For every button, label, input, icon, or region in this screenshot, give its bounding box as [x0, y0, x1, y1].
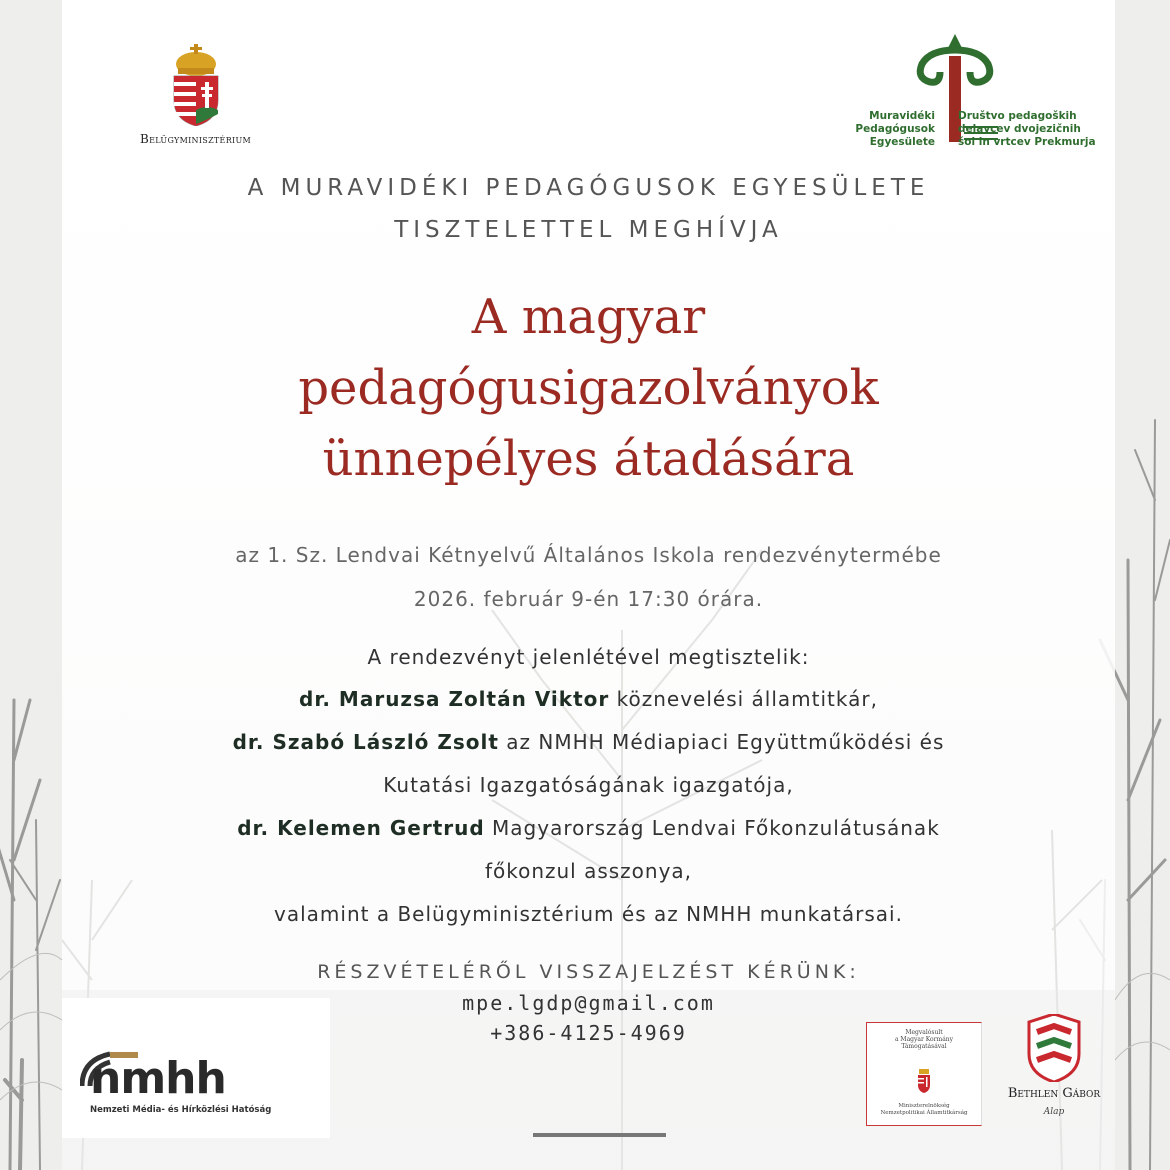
- gov-ministry-text: Miniszterelnökség Nemzetpolitikai Államtitkárság: [880, 1103, 968, 1116]
- guest-3-role-cont: főkonzul asszonya,: [484, 859, 693, 883]
- bga-shield-icon: [1027, 1014, 1081, 1082]
- nmhh-logo: [62, 998, 330, 1138]
- heading-line-2: TISZTELETTEL MEGHÍVJA: [394, 217, 783, 243]
- title-line-2: pedagógusigazolványok: [298, 360, 879, 416]
- title-line-3: ünnepélyes átadására: [322, 431, 855, 487]
- title-line-1: A magyar: [471, 289, 706, 345]
- guest-1: [62, 687, 1115, 711]
- rsvp-label: RÉSZVÉTELÉRŐL VISSZAJELZÉST KÉRÜNK:: [317, 961, 860, 983]
- mpe-name-sl: Društvo pedagoških delavcev dvojezičnih šol in vrtcev Prekmurja: [958, 110, 1096, 148]
- event-title: [62, 282, 1115, 495]
- venue-text: az 1. Sz. Lendvai Kétnyelvű Általános Iskola rendezvénytermébe: [235, 543, 942, 567]
- date-text: 2026. február 9-én 17:30 órára.: [413, 587, 764, 611]
- bga-sub: Alap: [1043, 1107, 1065, 1117]
- guest-3-role: Magyarország Lendvai Főkonzulátusának: [484, 816, 940, 840]
- mpe-name-hu: Muravidéki Pedagógusok Egyesülete: [855, 110, 935, 148]
- nmhh-subtitle: Nemzeti Média- és Hírközlési Hatóság: [90, 1105, 272, 1115]
- belugy-text: Belügyminisztérium: [139, 132, 252, 146]
- footer-divider: [533, 1133, 666, 1137]
- belugyminiszterium-logo: [108, 44, 283, 146]
- guest-3-name: dr. Kelemen Gertrud: [237, 816, 485, 840]
- guest-2-role-cont: Kutatási Igazgatóságának igazgatója,: [383, 773, 794, 797]
- rsvp-phone[interactable]: +386-4125-4969: [490, 1021, 687, 1045]
- guest-2-role: az NMHH Médiapiaci Együttműködési és: [498, 730, 945, 754]
- bga-name: Bethlen Gábor: [1007, 1086, 1101, 1101]
- guest-1-name: dr. Maruzsa Zoltán Viktor: [299, 687, 610, 711]
- guest-2: [62, 730, 1115, 754]
- guest-2-name: dr. Szabó László Zsolt: [232, 730, 499, 754]
- gov-support-text: Megvalósult a Magyar Kormány Támogatásával: [894, 1029, 954, 1050]
- guests-intro: A rendezvényt jelenlétével megtisztelik:: [367, 645, 810, 669]
- guests-closing: valamint a Belügyminisztérium és az NMHH munkatársai.: [274, 902, 903, 926]
- guest-1-role: köznevelési államtitkár,: [609, 687, 878, 711]
- small-coat-of-arms-icon: [917, 1069, 931, 1093]
- heading-line-1: A MURAVIDÉKI PEDAGÓGUSOK EGYESÜLETE: [247, 175, 930, 201]
- guest-3: [62, 816, 1115, 840]
- nmhh-word: nmhh: [90, 1053, 226, 1104]
- mpe-logo: [850, 34, 1110, 154]
- hungarian-coat-of-arms-icon: [170, 44, 222, 126]
- bethlen-gabor-alap-logo: [996, 1014, 1112, 1126]
- government-support-logo: [866, 1022, 982, 1126]
- rsvp-email[interactable]: mpe.lgdp@gmail.com: [462, 991, 715, 1015]
